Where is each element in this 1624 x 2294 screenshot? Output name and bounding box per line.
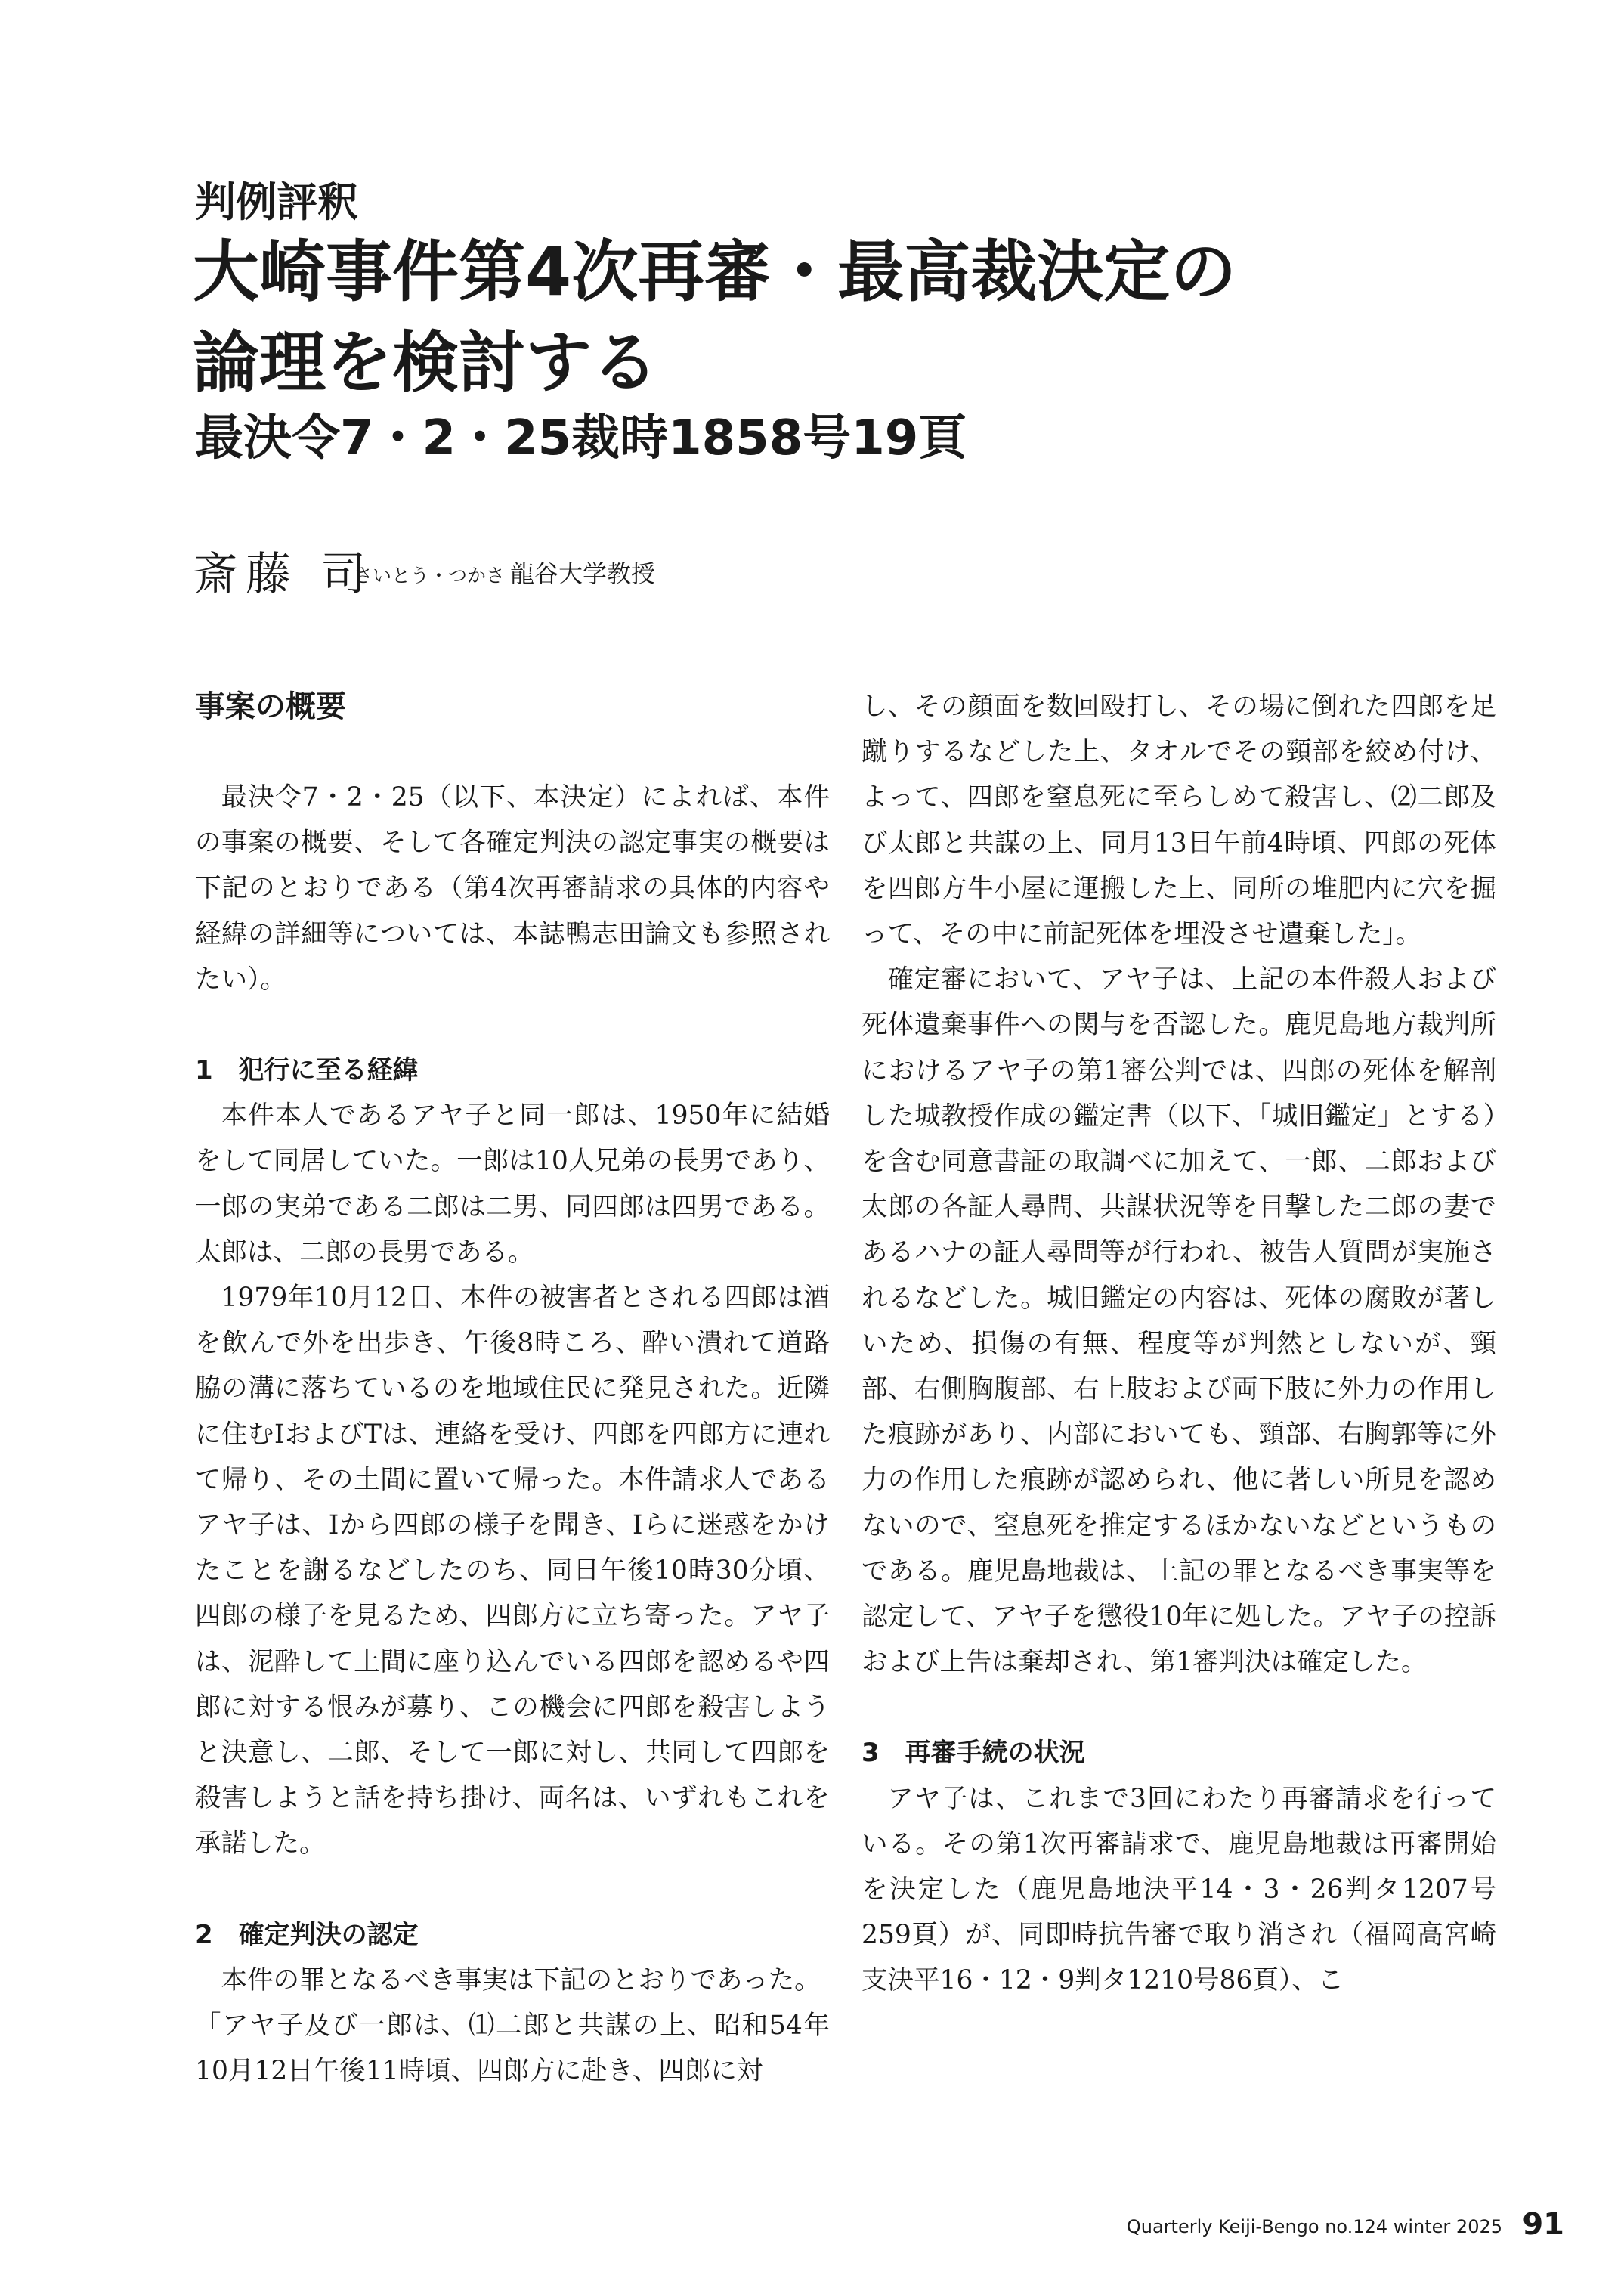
author-block [193, 538, 1477, 599]
paragraph: アヤ子は、これまで3回にわたり再審請求を行っている。その第1次再審請求で、鹿児島地裁は再審開始を決定した（鹿児島地決平14・3・26判タ1207号259頁）が、同即時抗告審で取り消され（福岡高宮崎支決平16・12・9判タ1210号86頁）、こ [861, 1783, 1496, 1996]
article-title [193, 227, 1236, 408]
subsection-heading: 1 犯行に至る経緯 [195, 1055, 419, 1086]
case-citation: 最決令7・2・25裁時1858号19頁 [195, 410, 967, 466]
article-title-line: 論理を検討する [193, 324, 659, 401]
subsection-heading: 2 確定判決の認定 [195, 1919, 419, 1950]
quotation: 「アヤ子及び一郎は、⑴二郎と共謀の上、昭和54年10月12日午後11時頃、四郎方に赴き、四郎に対 [195, 2011, 830, 2087]
paragraph: 本件本人であるアヤ子と同一郎は、1950年に結婚をして同居していた。一郎は10人兄弟の長男であり、一郎の実弟である二郎は二男、同四郎は四男である。太郎は、二郎の長男である。 [195, 1101, 830, 1268]
page-footer [1126, 2207, 1564, 2245]
author-name: 斎藤 司 [193, 548, 374, 601]
author-affiliation: 龍谷大学教授 [510, 559, 656, 588]
paragraph: 1979年10月12日、本件の被害者とされる四郎は酒を飲んで外を出歩き、午後8時ころ、酔い潰れて道路脇の溝に落ちているのを地域住民に発見された。近隣に住むIおよびTは、連絡を受け、四郎を四郎方に連れて帰り、その土間に置いて帰った。本件請求人であるアヤ子は、Iから四郎の様子を聞き、Iらに迷惑をかけたことを謝るなどしたのち、同日午後10時30分頃、四郎の様子を見るため、四郎方に立ち寄った。アヤ子は、泥酔して土間に座り込んでいる四郎を認めるや四郎に対する恨みが募り、この機会に四郎を殺害しようと決意し、二郎、そして一郎に対し、共同して四郎を殺害しようと話を持ち掛け、両名は、いずれもこれを承諾した。 [195, 1283, 830, 1859]
journal-name: Quarterly Keiji-Bengo no.124 winter 2025 [1126, 2216, 1502, 2237]
article-title-line: 大崎事件第4次再審・最高裁決定の [193, 233, 1237, 311]
body-column-left [195, 684, 830, 2094]
paragraph: 本件の罪となるべき事実は下記のとおりであった。 [221, 1964, 821, 1995]
subsection-heading: 3 再審手続の状況 [861, 1738, 1085, 1769]
body-column-right [861, 684, 1496, 2004]
page-number: 91 [1522, 2207, 1564, 2242]
paragraph: 確定審において、アヤ子は、上記の本件殺人および死体遺棄事件への関与を否認した。鹿児島地方裁判所におけるアヤ子の第1審公判では、四郎の死体を解剖した城教授作成の鑑定書（以下、「城旧鑑定」とする）を含む同意書証の取調べに加えて、一郎、二郎および太郎の各証人尋問、共謀状況等を目撃した二郎の妻であるハナの証人尋問等が行われ、被告人質問が実施されるなどした。城旧鑑定の内容は、死体の腐敗が著しいため、損傷の有無、程度等が判然としないが、頸部、右側胸腹部、右上肢および両下肢に外力の作用した痕跡があり、内部においても、頸部、右胸郭等に外力の作用した痕跡が認められ、他に著しい所見を認めないので、窒息死を推定するほかないなどというものである。鹿児島地裁は、上記の罪となるべき事実等を認定して、アヤ子を懲役10年に処した。アヤ子の控訴および上告は棄却され、第1審判決は確定した。 [861, 964, 1496, 1678]
section-heading: 事案の概要 [195, 689, 346, 724]
paragraph: 最決令7・2・25（以下、本決定）によれば、本件の事案の概要、そして各確定判決の認定事実の概要は下記のとおりである（第4次再審請求の具体的内容や経緯の詳細等については、本誌鴨志田論文も参照されたい）。 [195, 782, 830, 995]
author-kana: さいとう・つかさ [354, 565, 506, 587]
quotation-continued: し、その顔面を数回殴打し、その場に倒れた四郎を足蹴りするなどした上、タオルでその頸部を絞め付け、よって、四郎を窒息死に至らしめて殺害し、⑵二郎及び太郎と共謀の上、同月13日午前4時頃、四郎の死体を四郎方牛小屋に運搬した上、同所の堆肥内に穴を掘って、その中に前記死体を埋没させ遺棄した」。 [861, 692, 1496, 950]
article-category: 判例評釈 [195, 178, 358, 226]
